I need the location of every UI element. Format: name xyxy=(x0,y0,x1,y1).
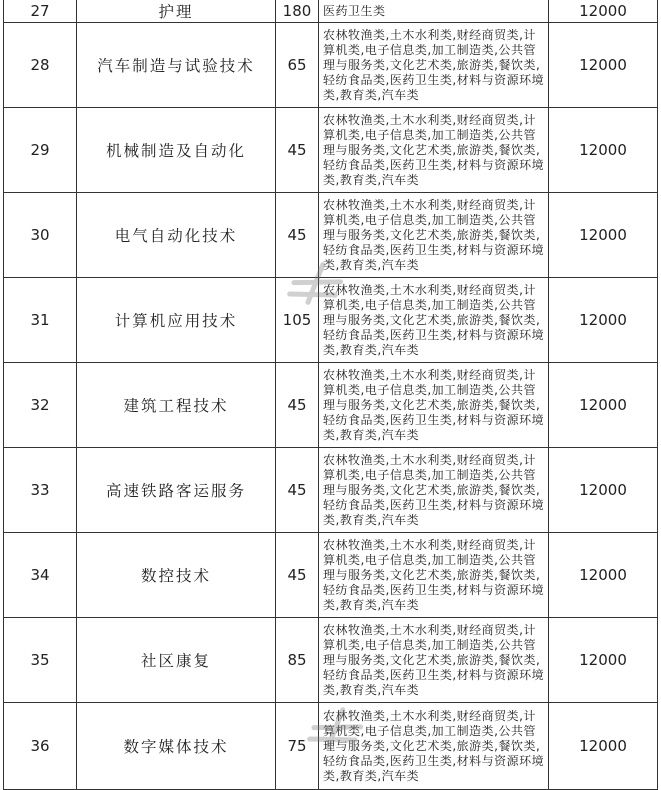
plan-count: 75 xyxy=(276,703,319,790)
eligible-categories: 农林牧渔类,土木水利类,财经商贸类,计算机类,电子信息类,加工制造类,公共管理与服务类,文化艺术类,旅游类,餐饮类,轻纺食品类,医药卫生类,材料与资源环境类,教育类,汽车类 xyxy=(319,618,549,703)
tuition-fee: 12000 xyxy=(549,108,658,193)
tuition-fee: 12000 xyxy=(549,0,658,23)
table-row xyxy=(4,278,658,363)
plan-count: 45 xyxy=(276,533,319,618)
row-number: 32 xyxy=(4,363,77,448)
major-name: 高速铁路客运服务 xyxy=(77,448,276,533)
eligible-categories: 农林牧渔类,土木水利类,财经商贸类,计算机类,电子信息类,加工制造类,公共管理与服务类,文化艺术类,旅游类,餐饮类,轻纺食品类,医药卫生类,材料与资源环境类,教育类,汽车类 xyxy=(319,23,549,108)
plan-count: 45 xyxy=(276,108,319,193)
table-row xyxy=(4,0,658,23)
major-name: 社区康复 xyxy=(77,618,276,703)
plan-count: 105 xyxy=(276,278,319,363)
plan-count: 45 xyxy=(276,448,319,533)
major-name: 汽车制造与试验技术 xyxy=(77,23,276,108)
tuition-fee: 12000 xyxy=(549,703,658,790)
row-number: 27 xyxy=(4,0,77,23)
eligible-categories: 农林牧渔类,土木水利类,财经商贸类,计算机类,电子信息类,加工制造类,公共管理与服务类,文化艺术类,旅游类,餐饮类,轻纺食品类,医药卫生类,材料与资源环境类,教育类,汽车类 xyxy=(319,363,549,448)
row-number: 33 xyxy=(4,448,77,533)
plan-count: 65 xyxy=(276,23,319,108)
major-name: 护理 xyxy=(77,0,276,23)
table-row xyxy=(4,448,658,533)
plan-count: 85 xyxy=(276,618,319,703)
tuition-fee: 12000 xyxy=(549,23,658,108)
major-name: 数字媒体技术 xyxy=(77,703,276,790)
row-number: 29 xyxy=(4,108,77,193)
eligible-categories: 农林牧渔类,土木水利类,财经商贸类,计算机类,电子信息类,加工制造类,公共管理与服务类,文化艺术类,旅游类,餐饮类,轻纺食品类,医药卫生类,材料与资源环境类,教育类,汽车类 xyxy=(319,108,549,193)
table-row xyxy=(4,108,658,193)
eligible-categories: 农林牧渔类,土木水利类,财经商贸类,计算机类,电子信息类,加工制造类,公共管理与服务类,文化艺术类,旅游类,餐饮类,轻纺食品类,医药卫生类,材料与资源环境类,教育类,汽车类 xyxy=(319,533,549,618)
tuition-fee: 12000 xyxy=(549,363,658,448)
tuition-fee: 12000 xyxy=(549,533,658,618)
tuition-fee: 12000 xyxy=(549,448,658,533)
tuition-fee: 12000 xyxy=(549,618,658,703)
major-name: 机械制造及自动化 xyxy=(77,108,276,193)
tuition-fee: 12000 xyxy=(549,278,658,363)
table-row xyxy=(4,193,658,278)
eligible-categories: 医药卫生类 xyxy=(319,0,549,23)
row-number: 34 xyxy=(4,533,77,618)
table-row xyxy=(4,363,658,448)
plan-count: 45 xyxy=(276,363,319,448)
major-name: 数控技术 xyxy=(77,533,276,618)
table-row xyxy=(4,618,658,703)
major-name: 建筑工程技术 xyxy=(77,363,276,448)
plan-count: 45 xyxy=(276,193,319,278)
major-name: 计算机应用技术 xyxy=(77,278,276,363)
row-number: 31 xyxy=(4,278,77,363)
enrollment-table xyxy=(3,0,658,790)
eligible-categories: 农林牧渔类,土木水利类,财经商贸类,计算机类,电子信息类,加工制造类,公共管理与服务类,文化艺术类,旅游类,餐饮类,轻纺食品类,医药卫生类,材料与资源环境类,教育类,汽车类 xyxy=(319,703,549,790)
eligible-categories: 农林牧渔类,土木水利类,财经商贸类,计算机类,电子信息类,加工制造类,公共管理与服务类,文化艺术类,旅游类,餐饮类,轻纺食品类,医药卫生类,材料与资源环境类,教育类,汽车类 xyxy=(319,448,549,533)
table-row xyxy=(4,23,658,108)
table-row xyxy=(4,533,658,618)
tuition-fee: 12000 xyxy=(549,193,658,278)
row-number: 28 xyxy=(4,23,77,108)
table-row xyxy=(4,703,658,790)
row-number: 35 xyxy=(4,618,77,703)
major-name: 电气自动化技术 xyxy=(77,193,276,278)
eligible-categories: 农林牧渔类,土木水利类,财经商贸类,计算机类,电子信息类,加工制造类,公共管理与服务类,文化艺术类,旅游类,餐饮类,轻纺食品类,医药卫生类,材料与资源环境类,教育类,汽车类 xyxy=(319,193,549,278)
plan-count: 180 xyxy=(276,0,319,23)
row-number: 36 xyxy=(4,703,77,790)
row-number: 30 xyxy=(4,193,77,278)
eligible-categories: 农林牧渔类,土木水利类,财经商贸类,计算机类,电子信息类,加工制造类,公共管理与服务类,文化艺术类,旅游类,餐饮类,轻纺食品类,医药卫生类,材料与资源环境类,教育类,汽车类 xyxy=(319,278,549,363)
